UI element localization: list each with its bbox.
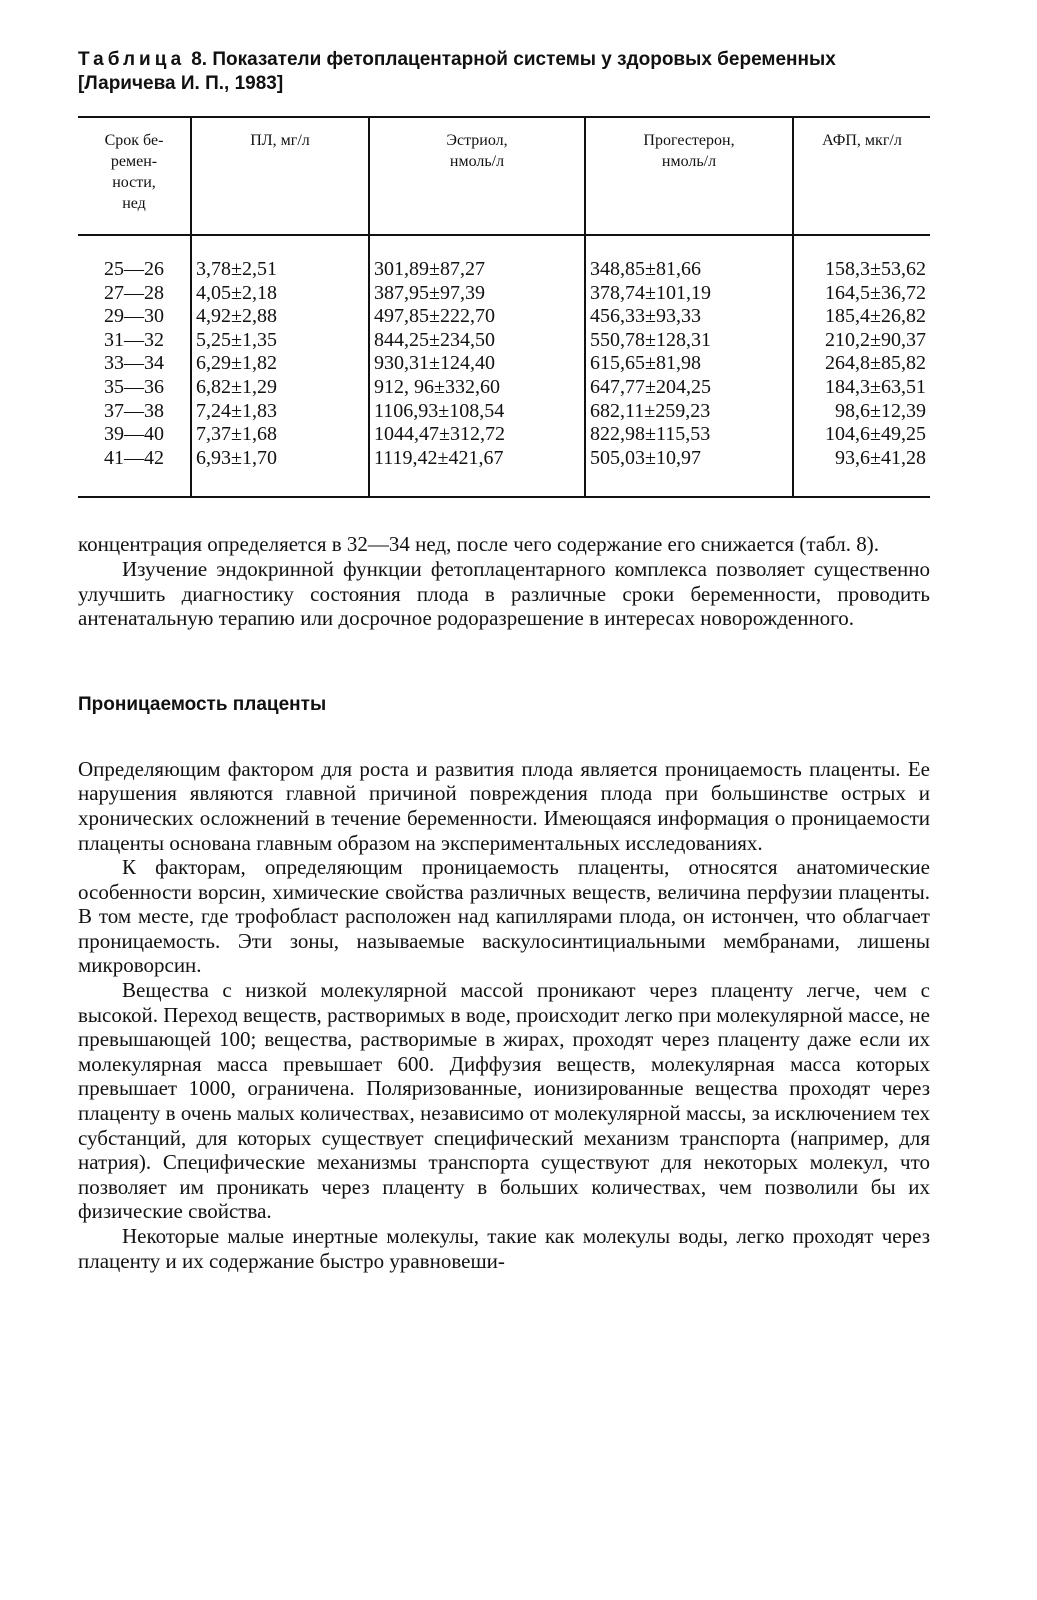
table-caption <box>78 48 930 96</box>
table-cell: 4,92±2,88 <box>196 305 277 328</box>
book-page <box>78 48 930 1273</box>
table-cell: 93,6±41,28 <box>835 446 926 469</box>
table-cell: 348,85±81,66 <box>590 258 701 280</box>
table-cell: 682,11±259,23 <box>590 399 711 422</box>
table-cell: 912, 96±332,60 <box>374 375 500 398</box>
table-cell: 3,78±2,51 <box>196 258 277 280</box>
body-paragraph: концентрация определяется в 32—34 нед, после чего содержание его снижается (табл. 8). <box>78 532 879 557</box>
table-cell: 35—36 <box>104 375 164 398</box>
body-paragraph: Вещества с низкой молекулярной массой проникают через плаценту легче, чем с высокой. Переход веществ, растворимых в воде, происходит легко при молекулярной массе, не превышающей 100; вещества, растворимые в жирах, проходят через плаценту даже если их молекулярная масса превышает 600. Диффузия веществ, молекулярная масса которых превышает 1000, ограничена. Поляризованные, ионизированные вещества проходят через плаценту в очень малых количествах, независимо от молекулярной массы, за исключением тех субстанций, для которых существует специфический механизм транспорта (например, для натрия). Специфические механизмы транспорта существуют для некоторых молекул, что позволяет им проникать через плаценту в больших количествах, чем позволили бы их физические свойства. <box>78 978 930 1224</box>
body-paragraph: Некоторые малые инертные молекулы, такие как молекулы воды, легко проходят через плаценту и их содержание быстро уравновеши- <box>78 1224 930 1273</box>
header-term-line: нед <box>122 195 146 212</box>
table-caption-text: 8. Показатели фетоплацентарной системы у здоровых беременных [Ларичева И. П., 1983] <box>78 49 836 94</box>
table-cell: 25—26 <box>104 258 164 280</box>
table-cell: 615,65±81,98 <box>590 352 701 375</box>
body-paragraph: Изучение эндокринной функции фетоплацентарного комплекса позволяет существенно улучшить диагностику состояния плода в различные сроки беременности, проводить антенатальную терапию или досрочное родоразрешение в интересах новорожденного. <box>78 556 930 631</box>
table-cell: 104,6±49,25 <box>825 423 926 446</box>
table-cell: 33—34 <box>104 352 164 375</box>
header-term-line: Срок бе- <box>104 132 164 149</box>
table-cell: 264,8±85,82 <box>825 352 926 375</box>
table-cell: 5,25±1,35 <box>196 328 277 351</box>
header-progesterone-line: Прогестерон, <box>643 132 735 149</box>
table-cell: 158,3±53,62 <box>825 258 926 280</box>
body-paragraph: Определяющим фактором для роста и развития плода является проницаемость плаценты. Ее нарушения являются главной причиной повреждения плода при большинстве острых и хронических осложнений в течение беременности. Имеющаяся информация о проницаемости плаценты основана главным образом на экспериментальных исследованиях. <box>78 756 930 855</box>
table-cell: 301,89±87,27 <box>374 258 485 280</box>
table-cell: 1106,93±108,54 <box>374 399 505 422</box>
table-cell: 456,33±93,33 <box>590 305 701 328</box>
header-pl <box>191 117 369 235</box>
header-estriol-line: Эстриол, <box>446 132 508 149</box>
table-cell: 7,37±1,68 <box>196 423 277 446</box>
table-cell: 930,31±124,40 <box>374 352 495 375</box>
column-progesterone <box>585 235 793 497</box>
table-cell: 31—32 <box>104 328 164 351</box>
table-cell: 41—42 <box>104 446 164 469</box>
header-estriol <box>369 117 585 235</box>
table-cell: 6,29±1,82 <box>196 352 277 375</box>
table-cell: 6,82±1,29 <box>196 375 277 398</box>
table-cell: 39—40 <box>104 423 164 446</box>
table-cell: 98,6±12,39 <box>835 399 926 422</box>
table-cell: 6,93±1,70 <box>196 446 277 469</box>
table-cell: 185,4±26,82 <box>825 305 926 328</box>
table-cell: 164,5±36,72 <box>825 281 926 304</box>
table-caption-label: Таблица <box>78 49 186 70</box>
table-cell: 505,03±10,97 <box>590 446 701 469</box>
column-term <box>78 235 191 497</box>
table-cell: 29—30 <box>104 305 164 328</box>
column-pl <box>191 235 369 497</box>
header-progesterone-line: нмоль/л <box>661 153 717 170</box>
header-term <box>78 117 191 235</box>
table-cell: 37—38 <box>104 399 164 422</box>
header-term-line: ности, <box>112 174 156 191</box>
header-pl-line: ПЛ, мг/л <box>250 132 310 149</box>
header-term-line: ремен- <box>110 153 158 170</box>
table-cell: 822,98±115,53 <box>590 423 711 446</box>
table-body-row <box>78 235 930 497</box>
table-cell: 550,78±128,31 <box>590 328 711 351</box>
fetoplacental-indicators-table <box>78 116 930 498</box>
column-afp <box>793 235 930 497</box>
table-cell: 497,85±222,70 <box>374 305 495 328</box>
header-estriol-line: нмоль/л <box>449 153 505 170</box>
table-cell: 1119,42±421,67 <box>374 446 504 469</box>
table-cell: 378,74±101,19 <box>590 281 711 304</box>
table-header-row <box>78 117 930 235</box>
column-estriol <box>369 235 585 497</box>
table-cell: 184,3±63,51 <box>825 375 926 398</box>
body-paragraph: К факторам, определяющим проницаемость плаценты, относятся анатомические особенности ворсин, химические свойства различных веществ, величина перфузии плаценты. В том месте, где трофобласт расположен над капиллярами плода, он истончен, что облагчает проницаемость. Эти зоны, называемые васкулосинтициальными мембранами, лишены микроворсин. <box>78 855 930 978</box>
header-afp-line: АФП, мкг/л <box>822 132 902 149</box>
header-progesterone <box>585 117 793 235</box>
table-cell: 844,25±234,50 <box>374 328 495 351</box>
section-heading: Проницаемость плаценты <box>78 693 327 715</box>
table-cell: 210,2±90,37 <box>825 328 926 351</box>
table-cell: 1044,47±312,72 <box>374 423 505 446</box>
table-cell: 387,95±97,39 <box>374 281 485 304</box>
header-afp <box>793 117 930 235</box>
table-cell: 4,05±2,18 <box>196 281 277 304</box>
table-cell: 7,24±1,83 <box>196 399 277 422</box>
table-cell: 647,77±204,25 <box>590 375 711 398</box>
table-cell: 27—28 <box>104 281 164 304</box>
